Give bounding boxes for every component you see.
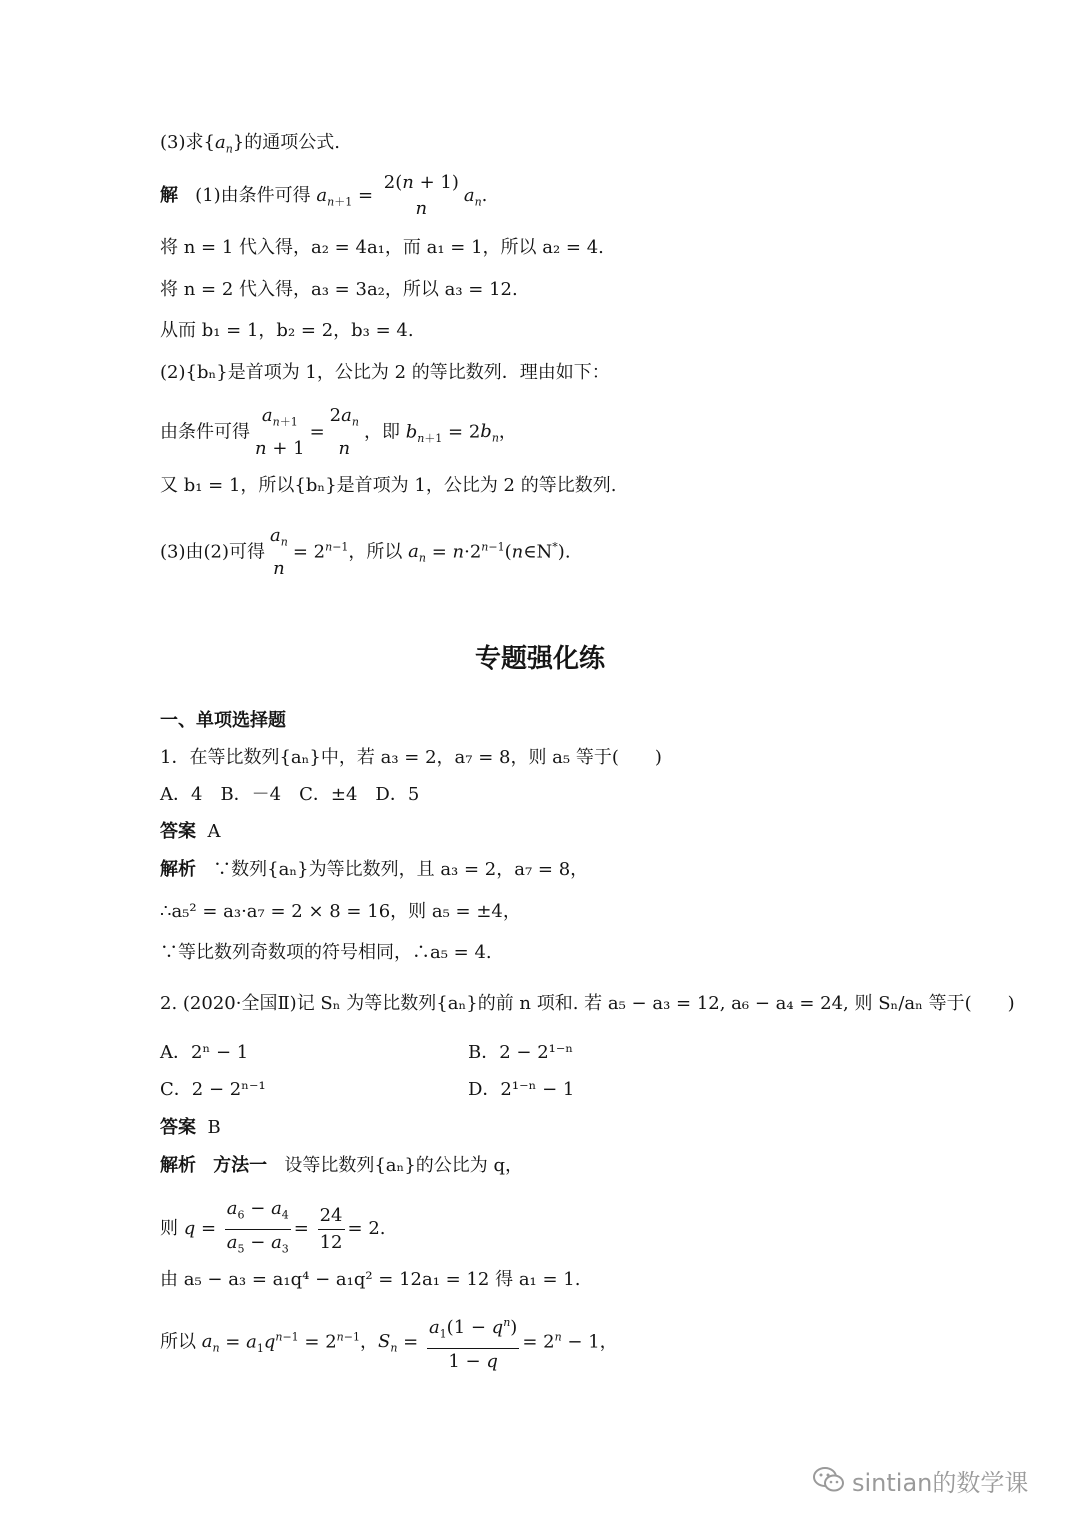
q1-answer-label: 答案	[160, 821, 196, 842]
section-title: 专题强化练	[474, 644, 605, 674]
q1-analysis-2: ∴a₅² = a₃·a₇ = 2 × 8 = 16，则 a₅ = ±4，	[160, 901, 521, 922]
solution-line-2: 将 n = 1 代入得，a₂ = 4a₁，而 a₁ = 1，所以 a₂ = 4.	[160, 237, 604, 258]
q2-option-d: D．2¹⁻ⁿ − 1	[468, 1079, 575, 1100]
section-subtitle: 一、单项选择题	[160, 710, 286, 731]
solution-line-7: 又 b₁ = 1，所以{bₙ}是首项为 1，公比为 2 的等比数列.	[160, 475, 617, 496]
watermark	[812, 1460, 1028, 1500]
solution-line-4: 从而 b₁ = 1，b₂ = 2，b₃ = 4.	[160, 320, 414, 341]
fraction: $\frac{a_1(1 - q^n)}{1 - q}$	[427, 1310, 519, 1375]
q1-analysis-label: 解析	[160, 859, 196, 880]
fraction: $\frac{24}{12}$	[319, 1204, 343, 1253]
q2-answer-row	[160, 1116, 221, 1140]
q1-analysis-row	[160, 858, 588, 882]
q2-method-3: 由 a₅ − a₃ = a₁q⁴ − a₁q² = 12a₁ = 12 得 a₁ = 1.	[160, 1269, 581, 1290]
q1-answer-row	[160, 820, 220, 844]
fraction: $\frac{a_6 - a_4}{a_5 - a_3}$	[226, 1198, 289, 1256]
fraction: $a_{n+1}$ n + 1	[255, 405, 305, 459]
q2-option-a: A．2ⁿ − 1	[160, 1042, 249, 1063]
q2-method-2: 则 q = $\frac{a_6 - a_4}{a_5 - a_3}$ = $\frac{24}{12}$ = 2.	[160, 1196, 386, 1262]
wechat-icon	[812, 1465, 846, 1495]
q2-option-b: B．2 − 2¹⁻ⁿ	[468, 1042, 574, 1063]
q2-analysis-row	[160, 1154, 523, 1178]
q2-analysis-label: 解析	[160, 1155, 196, 1176]
solution-line-8: (3)由(2)可得 $a_n$ n = $2^{n-1}$，所以 $a_n$ = $n\cdot 2^{n-1}(n\in N^*)$.	[160, 523, 571, 582]
q2-stem: 2. (2020·全国Ⅱ)记 Sₙ 为等比数列{aₙ}的前 n 项和. 若 a₅ − a₃ = 12, a₆ − a₄ = 24, 则 Sₙ/aₙ 等于( )	[160, 993, 1015, 1014]
q1-analysis-1: ∵数列{aₙ}为等比数列，且 a₃ = 2，a₇ = 8，	[213, 859, 589, 880]
q2-answer-label: 答案	[160, 1117, 196, 1138]
q1-analysis-3: ∵等比数列奇数项的符号相同，∴a₅ = 4.	[160, 942, 492, 963]
q1-options: A．4 B．－4 C．±4 D．5	[160, 784, 420, 805]
q2-option-c: C．2 − 2ⁿ⁻¹	[160, 1079, 266, 1100]
fraction: 2(n + 1) n	[383, 172, 459, 219]
q1-stem: 1．在等比数列{aₙ}中，若 a₃ = 2，a₇ = 8，则 a₅ 等于( )	[160, 747, 662, 768]
solution-line-6: 由条件可得 $a_{n+1}$ n + 1 = $2a_n$ n ，即 $b_{n+1} = 2b_n$，	[160, 403, 517, 462]
q2-method-4: 所以 $a_n = a_1q^{n-1} = 2^{n-1}$，$S_n$ = $\frac{a_1(1 - q^n)}{1 - q}$ = $2^n - 1$，	[160, 1310, 618, 1375]
solution-line-3: 将 n = 2 代入得，a₃ = 3a₂，所以 a₃ = 12.	[160, 279, 518, 300]
fraction: $2a_n$ n	[329, 405, 359, 459]
q1-answer: A	[207, 821, 221, 842]
question-3: (3)求$\{a_n\}$的通项公式.	[160, 132, 340, 156]
solution-line-5: (2){bₙ}是首项为 1，公比为 2 的等比数列．理由如下：	[160, 362, 610, 383]
q2-method-label: 方法一	[213, 1155, 268, 1176]
fraction: $a_n$ n	[270, 525, 288, 579]
solution-label: 解	[160, 185, 178, 206]
q2-method-1: 设等比数列{aₙ}的公比为 q，	[284, 1155, 524, 1176]
q2-answer: B	[207, 1117, 221, 1138]
solution-line-1: 解 (1)由条件可得 $a_{n+1}$ = 2(n + 1) n $a_n$.	[160, 170, 487, 222]
watermark-text: sintian的数学课	[852, 1468, 1029, 1497]
